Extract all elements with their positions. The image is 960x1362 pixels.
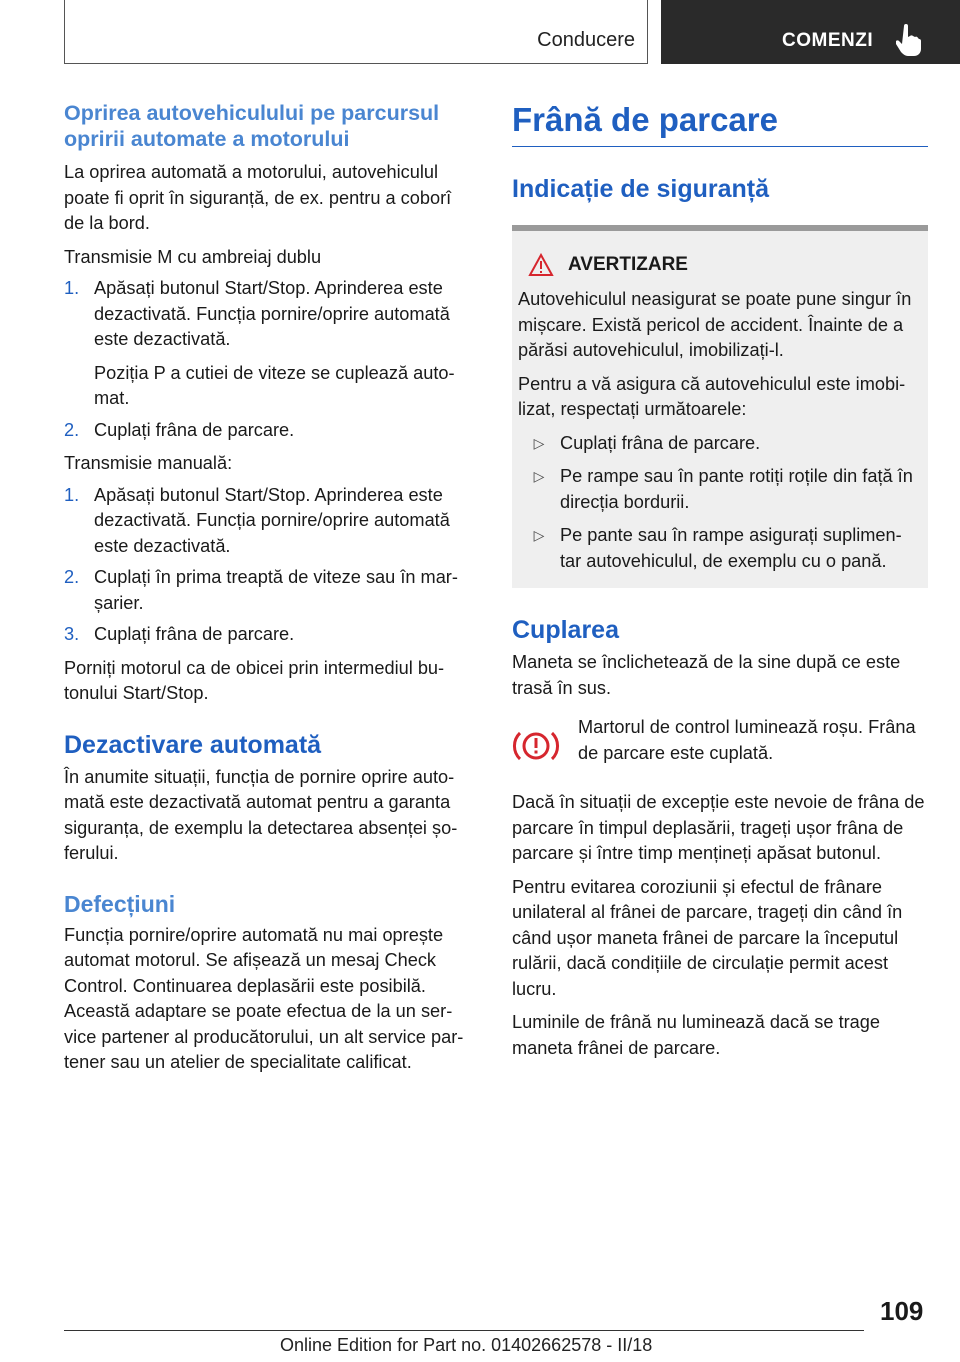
step-number: 3. bbox=[64, 624, 80, 644]
step-text: Cuplați frâna de parcare. bbox=[94, 419, 295, 440]
header-section-tab bbox=[64, 0, 648, 64]
heading-safety-note: Indicație de siguranță bbox=[512, 175, 770, 203]
paragraph-corrosion: Pentru evitarea coroziunii și efectul de frânare unilateral al frânei de parcare, trageți din când în când ușor maneta frânei de parcare la începutul rulării, dacă condițiile de circulație permit acest lucru. bbox=[512, 876, 903, 999]
step-note: Poziția P a cutiei de viteze se cuplează auto- mat. bbox=[94, 362, 455, 408]
list-item bbox=[64, 565, 476, 616]
step-text: Cuplați frâna de parcare. bbox=[94, 624, 295, 644]
heading-parking-brake: Frână de parcare bbox=[512, 101, 778, 138]
step-number: 1. bbox=[64, 484, 80, 505]
list-item bbox=[64, 622, 476, 648]
bullet-text: Cuplați frâna de parcare. bbox=[560, 432, 761, 453]
paragraph-malfunctions: Funcția pornire/oprire automată nu mai oprește automat motorul. Se afișează un mesaj Check Control. Continuarea deplasării este posibilă. Această adaptare se poate efectua de la un ser- vice partener al producătorului, un alt service par- tener sau un atelier de specialitate calificat. bbox=[64, 924, 464, 1072]
list-item bbox=[518, 431, 922, 457]
step-text: Apăsați butonul Start/Stop. Aprinderea este dezactivată. Funcția pornire/oprire automată este dezactivată. bbox=[94, 484, 450, 556]
heading-engaging: Cuplarea bbox=[512, 616, 619, 644]
warning-paragraph: Pentru a vă asigura că autovehiculul este imobi- lizat, respectați următoarele: bbox=[518, 373, 906, 419]
step-number: 2. bbox=[64, 419, 80, 440]
warning-triangle-icon bbox=[528, 253, 554, 277]
step-text: Cuplați în prima treaptă de viteze sau în mar- șarier. bbox=[94, 567, 458, 613]
warning-paragraph: Autovehiculul neasigurat se poate pune singur în mișcare. Există pericol de accident. Înainte de a părăsi autovehiculul, imobilizați-l. bbox=[518, 289, 912, 360]
brake-warning-lamp-icon bbox=[512, 727, 560, 765]
left-column bbox=[64, 100, 476, 1076]
paragraph-stop-intro: La oprirea automată a motorului, autovehiculul poate fi oprit în siguranță, de ex. pentru a coborî de la bord. bbox=[64, 162, 452, 233]
triangle-bullet-icon: ▷ bbox=[533, 434, 545, 451]
step-number: 1. bbox=[64, 278, 80, 298]
heading-malfunctions: Defecțiuni bbox=[64, 890, 176, 917]
header-section-label: Conducere bbox=[537, 29, 635, 51]
list-item bbox=[518, 523, 922, 574]
triangle-bullet-icon: ▷ bbox=[533, 527, 545, 543]
paragraph-emergency-use: Dacă în situații de excepție este nevoie de frâna de parcare în timpul deplasării, trageți ușor frâna de parcare și între timp mențineți apăsat butonul. bbox=[512, 792, 925, 863]
paragraph-restart: Porniți motorul ca de obicei prin intermediul bu- tonului Start/Stop. bbox=[64, 657, 445, 703]
list-item bbox=[64, 418, 476, 444]
list-item bbox=[518, 464, 922, 515]
triangle-bullet-icon: ▷ bbox=[533, 468, 545, 484]
heading-divider bbox=[512, 146, 928, 147]
step-number: 2. bbox=[64, 567, 80, 587]
right-column bbox=[512, 100, 928, 1061]
paragraph-m-transmission: Transmisie M cu ambreiaj dublu bbox=[64, 246, 322, 267]
paragraph-manual-transmission: Transmisie manuală: bbox=[64, 453, 233, 473]
page-number: 109 bbox=[880, 1296, 924, 1326]
warning-title: AVERTIZARE bbox=[568, 254, 688, 275]
paragraph-auto-deactivation: În anumite situații, funcția de pornire oprire auto- mată este dezactivată automat pentru a garanta siguranța, de exemplu la detectarea absenței șo- ferului. bbox=[64, 766, 458, 863]
header-chapter-label: COMENZI bbox=[782, 30, 874, 51]
bullet-text: Pe rampe sau în pante rotiți roțile din față în direcția bordurii. bbox=[560, 466, 913, 512]
footer-divider bbox=[64, 1330, 864, 1331]
indicator-lamp-text: Martorul de control luminează roșu. Frâna de parcare este cuplată. bbox=[578, 717, 916, 763]
header-chapter-tab bbox=[661, 0, 960, 64]
pointing-hand-icon bbox=[896, 24, 922, 56]
heading-stop-during-autostop: Oprirea autovehiculului pe parcursul opririi automate a motorului bbox=[64, 101, 440, 151]
indicator-lamp-row bbox=[512, 715, 928, 770]
paragraph-brake-lights: Luminile de frână nu luminează dacă se trage maneta frânei de parcare. bbox=[512, 1012, 881, 1058]
paragraph-engaging: Maneta se înclichetează de la sine după ce este trasă în sus. bbox=[512, 652, 901, 698]
warning-box bbox=[512, 225, 928, 588]
warning-header bbox=[528, 253, 922, 277]
bullet-text: Pe pante sau în rampe asigurați suplimen- tar autovehiculul, de exemplu cu o pană. bbox=[560, 525, 902, 571]
heading-auto-deactivation: Dezactivare automată bbox=[64, 730, 322, 759]
step-text: Apăsați butonul Start/Stop. Aprinderea este dezactivată. Funcția pornire/oprire automată este dezactivată. bbox=[94, 278, 450, 349]
edition-note: Online Edition for Part no. 01402662578 - II/18 bbox=[280, 1335, 653, 1355]
list-item bbox=[64, 483, 476, 560]
list-item bbox=[64, 276, 476, 353]
